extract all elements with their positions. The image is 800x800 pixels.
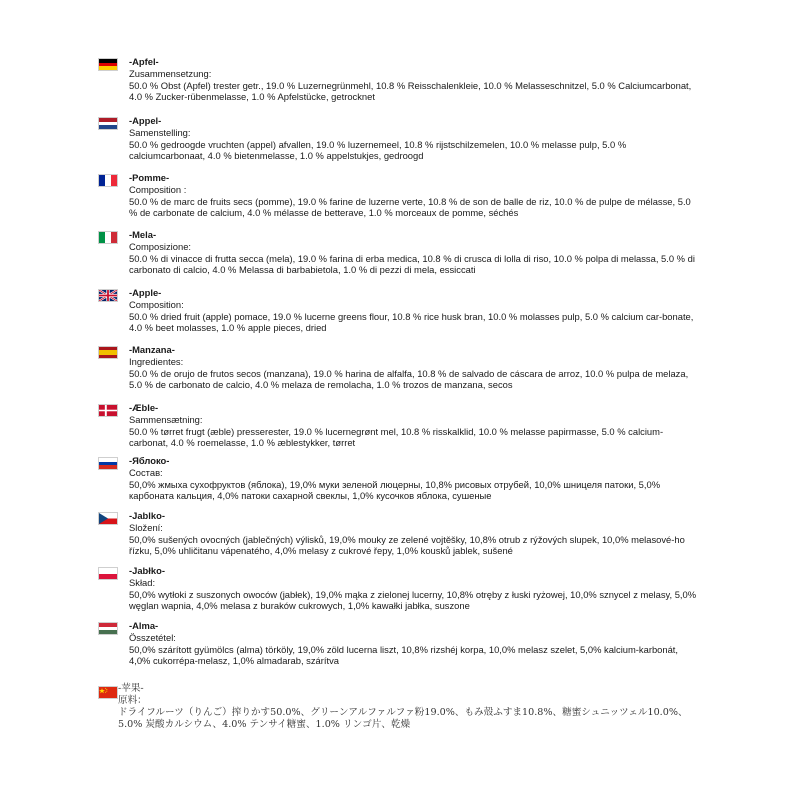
hungary-flag-icon [98, 622, 118, 635]
entry-danish [98, 402, 698, 449]
entry-label: Composition : [129, 183, 187, 195]
entry-label: Composition: [129, 298, 184, 310]
entry-spanish [98, 344, 698, 391]
china-flag-icon [98, 686, 118, 699]
entry-body: 50,0% sušených ovocných (jablečných) výlisků, 19,0% mouky ze zelené vojtěšky, 10,8% otrub z rýžových slupek, 10,0% melasové-ho řízku, 5,0% uhličitanu vápenatého, 4,0% melasy z cukrové řepy, 1,0% kousků jablek, sušené [129, 533, 685, 557]
entry-title: -Appel- [129, 115, 162, 126]
entry-body: 50,0% жмыха сухофруктов (яблока), 19,0% муки зеленой люцерны, 10,8% рисовых отрубей, 10,0% шницеля патоки, 5,0% карбоната кальция, 4,0% патоки сахарной свеклы, 1,0% кусочков яблока, сушеные [129, 478, 661, 502]
france-flag-icon [98, 174, 118, 187]
entry-title: -Jabłko- [129, 565, 165, 576]
entry-german [98, 56, 698, 103]
entry-body: ドライフルーツ（りんご）搾りかす50.0%、グリーンアルファルファ粉19.0%、もみ殻ふすま10.8%、糖蜜シュニッツェル10.0%、5.0% 炭酸カルシウム、4.0% テンサイ糖蜜、1.0% リンゴ片、乾燥 [118, 707, 688, 730]
entry-polish [98, 565, 698, 612]
spain-flag-icon [98, 346, 118, 359]
entry-italian [98, 229, 698, 276]
entry-body: 50.0 % dried fruit (apple) pomace, 19.0 % lucerne greens flour, 10.8 % rice husk bran, 10.0 % molasses pulp, 5.0 % calcium car-bonate, 4.0 % beet molasses, 1.0 % apple pieces, dried [129, 310, 694, 334]
denmark-flag-icon [98, 404, 118, 417]
uk-flag-icon [98, 289, 118, 302]
entry-label: Состав: [129, 466, 163, 478]
entry-body: 50,0% wytłoki z suszonych owoców (jabłek), 19,0% mąka z zielonej lucerny, 10,8% otręby z łuski ryżowej, 10,0% sznycel z melasy, 5,0% węglan wapnia, 4,0% melasa z buraków cukrowych, 1,0% kawałki jabłka, suszone [129, 588, 697, 612]
entry-title: -Manzana- [129, 344, 175, 355]
entry-label: Zusammensetzung: [129, 67, 212, 79]
entry-title: -Mela- [129, 229, 157, 240]
entry-label: Összetétel: [129, 631, 176, 643]
entry-title: -Alma- [129, 620, 159, 631]
entry-body: 50.0 % de orujo de frutos secos (manzana), 19.0 % harina de alfalfa, 10.8 % de salvado de cáscara de arroz, 10.0 % pulpa de melaza, 5.0 % de carbonato de calcio, 4.0 % melaza de remolacha, 1.0 % trozos de manzana, secos [129, 367, 689, 391]
entry-hungarian [98, 620, 698, 667]
entry-body: 50.0 % tørret frugt (æble) presserester, 19.0 % lucernegrønt mel, 10.8 % risskalklid, 10.0 % melasse papirmasse, 5.0 % calcium-carbonat, 4.0 % roemelasse, 1.0 % æblestykker, tørret [129, 425, 664, 449]
entry-russian [98, 455, 698, 502]
netherlands-flag-icon [98, 117, 118, 130]
entry-title: -Jablko- [129, 510, 165, 521]
entry-body: 50.0 % Obst (Apfel) trester getr., 19.0 % Luzernegrünmehl, 10.8 % Reisschalenkleie, 10.0 % Melasseschnitzel, 5.0 % Calciumcarbonat, 4.0 % Zucker-rübenmelasse, 1.0 % Apfelstücke, getrocknet [129, 79, 692, 103]
italy-flag-icon [98, 231, 118, 244]
entry-czech [98, 510, 698, 557]
russia-flag-icon [98, 457, 118, 470]
entry-title: -Яблоко- [129, 455, 170, 466]
entry-dutch [98, 115, 698, 162]
entry-label: Composizione: [129, 240, 192, 252]
entry-title: -Æble- [129, 402, 159, 413]
poland-flag-icon [98, 567, 118, 580]
entry-title: -Apple- [129, 287, 162, 298]
entry-chinese [98, 683, 698, 731]
entry-title: -苹果- [118, 683, 144, 694]
entry-label: Skład: [129, 576, 156, 588]
germany-flag-icon [98, 58, 118, 71]
entry-label: Samenstelling: [129, 126, 191, 138]
entry-body: 50.0 % de marc de fruits secs (pomme), 19.0 % farine de luzerne verte, 10.8 % de son de balle de riz, 10.0 % de pulpe de mélasse, 5.0 % de carbonate de calcium, 4.0 % mélasse de betterave, 1.0 % morceaux de pomme, séchés [129, 195, 691, 219]
entry-label: 原料： [118, 695, 147, 706]
entry-body: 50.0 % di vinacce di frutta secca (mela), 19.0 % farina di erba medica, 10.8 % di crusca di lolla di riso, 10.0 % polpa di melassa, 5.0 % di carbonato di calcio, 4.0 % Melassa di barbabietola, 1.0 % di pezzi di mela, essiccati [129, 252, 695, 276]
entry-title: -Pomme- [129, 172, 170, 183]
entry-french [98, 172, 698, 219]
entry-body: 50.0 % gedroogde vruchten (appel) afvallen, 19.0 % luzernemeel, 10.8 % rijstschilzemelen, 10.0 % melasse pulp, 5.0 % calciumcarbonaat, 4.0 % bietenmelasse, 1.0 % appelstukjes, gedroogd [129, 138, 627, 162]
entry-title: -Apfel- [129, 56, 159, 67]
entry-label: Ingredientes: [129, 355, 184, 367]
entry-label: Složení: [129, 521, 163, 533]
entry-body: 50,0% szárított gyümölcs (alma) törköly, 19,0% zöld lucerna liszt, 10,8% rizshéj korpa, 10,0% melasz szelet, 5,0% kalcium-karbonát, 4,0% cukorrépa-melasz, 1,0% almadarab, szárítva [129, 643, 679, 667]
entry-label: Sammensætning: [129, 413, 203, 425]
entry-english [98, 287, 698, 334]
czech-flag-icon [98, 512, 118, 525]
